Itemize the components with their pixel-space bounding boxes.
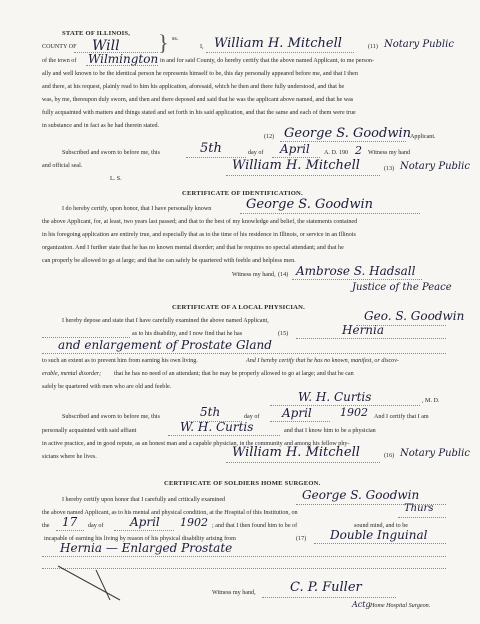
strike-mark <box>58 566 120 600</box>
applicant-label: Applicant. <box>410 134 436 140</box>
phys-line-2a: as to his disability, and I now find that he has <box>132 331 243 337</box>
jurat-subscribed: Subscribed and sworn to before me, this <box>62 150 160 156</box>
applicant-sig-num: (12) <box>264 134 275 140</box>
surg-line-2a: the above named Applicant, as to his mental and physical condition, at the Hospital of this Institution, on <box>42 510 298 516</box>
jurat-line-1b: in and for said County, do hereby certify that the above named Applicant, to me person- <box>160 58 375 64</box>
surg-witness-label: Witness my hand, <box>212 590 256 596</box>
phys-name: Geo. S. Goodwin <box>364 309 465 323</box>
id-line-3: in his foregoing application are entirely true, and especially that as to the time of his residence in Illinois, or service in an Illinois <box>42 232 356 238</box>
surg-on-day: Thurs <box>404 503 434 514</box>
phys-affiant: W. H. Curtis <box>180 420 254 434</box>
field-14: (14) <box>278 272 289 278</box>
phys-certify: And I certify that I am <box>374 414 429 420</box>
md-label: , M. D. <box>422 398 440 404</box>
phys-year: 1902 <box>340 406 368 419</box>
surgeon-title: Home Hospital Surgeon. <box>370 603 431 609</box>
surg-soundness: sound mind, and to be <box>354 523 408 529</box>
town-value: Wilmington <box>88 52 159 66</box>
surg-line-3b: ; and that I then found him to be of <box>212 523 298 529</box>
surg-year: 1902 <box>180 516 208 529</box>
phys-line-4b: that he has no need of an attendant; that he may be properly allowed to go at large; and that he can <box>114 371 354 377</box>
phys-line-8: in active practice, and in good repute, as an honest man and a capable physician, in the community and among his fellow phy- <box>42 441 350 447</box>
jurat-month: April <box>280 142 310 156</box>
phys-line-5: safely be quartered with men who are old and feeble. <box>42 384 172 390</box>
id-line-1a: I do hereby certify, upon honor, that I have personally known <box>62 206 212 212</box>
phys-line-3a: to such an extent as to prevent him from earning his own living. <box>42 358 198 364</box>
phys-notary-signature: William H. Mitchell <box>232 445 360 460</box>
jurat-line-4: was, by me, thereupon duly sworn, and then and there deposed and said that he was the applicant above named, and that he was <box>42 97 354 103</box>
field-15: (15) <box>278 331 289 337</box>
physician-heading: CERTIFICATE OF A LOCAL PHYSICIAN. <box>172 304 305 311</box>
phys-line-7a: personally acquainted with said affiant <box>42 428 137 434</box>
id-name: George S. Goodwin <box>246 197 373 212</box>
id-witness-signature: Ambrose S. Hadsall <box>296 264 416 278</box>
surgeon-heading: CERTIFICATE OF SOLDIERS HOME SURGEON. <box>164 480 321 487</box>
i-label: I, <box>200 44 204 50</box>
phys-day-of: day of <box>244 414 260 420</box>
jurat-line-2: ally and well known to be the identical person he represents himself to be, this day personally appeared before me, and that I then <box>42 71 358 77</box>
phys-subscribed: Subscribed and sworn to before me, this <box>62 414 160 420</box>
phys-day: 5th <box>200 405 221 419</box>
jurat-year: 2 <box>355 144 362 157</box>
jurat-day-of: day of <box>248 150 264 156</box>
jurat-line-5: fully acquainted with matters and things stated and set forth in his said application, and that the same and each of them were true <box>42 110 356 116</box>
field-17: (17) <box>296 536 307 542</box>
surg-month: April <box>130 515 160 529</box>
phys-notary-title: Notary Public <box>400 448 470 459</box>
physician-signature: W. H. Curtis <box>298 390 372 404</box>
id-line-2: the above Applicant, for, at least, two years last passed; and that to the best of my knowledge and belief, the statements contained <box>42 219 358 225</box>
field-16: (16) <box>384 453 395 459</box>
phys-disability-2: and enlargement of Prostate Gland <box>58 338 272 352</box>
phys-disability-1: Hernia <box>342 323 385 337</box>
surgeon-signature: C. P. Fuller <box>290 580 362 595</box>
jurat-notary-title: Notary Public <box>400 161 470 172</box>
surgeon-acting: Actg <box>352 600 371 609</box>
phys-line-1a: I hereby depose and state that I have carefully examined the above named Applicant, <box>62 318 269 324</box>
id-line-5: can properly be allowed to go at large; and that he can safely be quartered with feeble and helpless men. <box>42 258 296 264</box>
jurat-notary-signature: William H. Mitchell <box>232 158 360 173</box>
jurat-line-3: and there, at his request, plainly read to him his application, aforesaid, which he then and there fully understood, and that he <box>42 84 345 90</box>
surg-line-3a: the <box>42 523 50 529</box>
jurat-ad: A. D. 190 <box>324 150 349 156</box>
jurat-line-1a: of the town of <box>42 58 77 64</box>
phys-month: April <box>282 406 312 420</box>
official-seal: and official seal. <box>42 163 83 169</box>
notary-name: William H. Mitchell <box>214 36 342 51</box>
phys-line-9: sicians where he lives. <box>42 454 97 460</box>
applicant-signature: George S. Goodwin <box>284 126 411 141</box>
ls-mark: L. S. <box>110 176 122 182</box>
jurat-day: 5th <box>200 141 222 156</box>
county-brace: } <box>158 30 169 55</box>
identification-heading: CERTIFICATE OF IDENTIFICATION. <box>182 190 303 197</box>
phys-line-3b: And I hereby certify that he has no known, manifest, or discov- <box>246 358 399 364</box>
id-line-4: organization. And I further state that he has no known mental disorder; and that he requires no special attendant; and that he <box>42 245 344 251</box>
notary-title: Notary Public <box>384 39 454 50</box>
phys-line-4a: erable, mental disorder; <box>42 371 102 377</box>
id-witness-title: Justice of the Peace <box>352 282 452 293</box>
surg-disability-2: Hernia — Enlarged Prostate <box>60 541 233 555</box>
surg-name: George S. Goodwin <box>302 488 420 502</box>
field-11: (11) <box>368 44 378 50</box>
county-value: Will <box>92 38 120 54</box>
strike-mark-2 <box>96 570 110 600</box>
surg-day: 17 <box>62 515 78 529</box>
state-heading: STATE OF ILLINOIS, <box>62 30 131 37</box>
ss-label: ss. <box>172 36 179 42</box>
phys-line-7b: and that I know him to be a physician <box>284 428 376 434</box>
surg-disability-1: Double Inguinal <box>330 528 428 542</box>
surg-line-1a: I hereby certify upon honor that I carefully and critically examined <box>62 497 226 503</box>
surg-line-4a: incapable of earning his living by reason of his physical disability arising from <box>44 536 236 542</box>
surg-day-of: day of <box>88 523 104 529</box>
id-witness-label: Witness my hand, <box>232 272 276 278</box>
jurat-witness: Witness my hand <box>368 150 411 156</box>
county-label: COUNTY OF <box>42 44 77 50</box>
field-13: (13) <box>384 166 395 172</box>
jurat-line-6: in substance and in fact as he had therein stated. <box>42 123 160 129</box>
